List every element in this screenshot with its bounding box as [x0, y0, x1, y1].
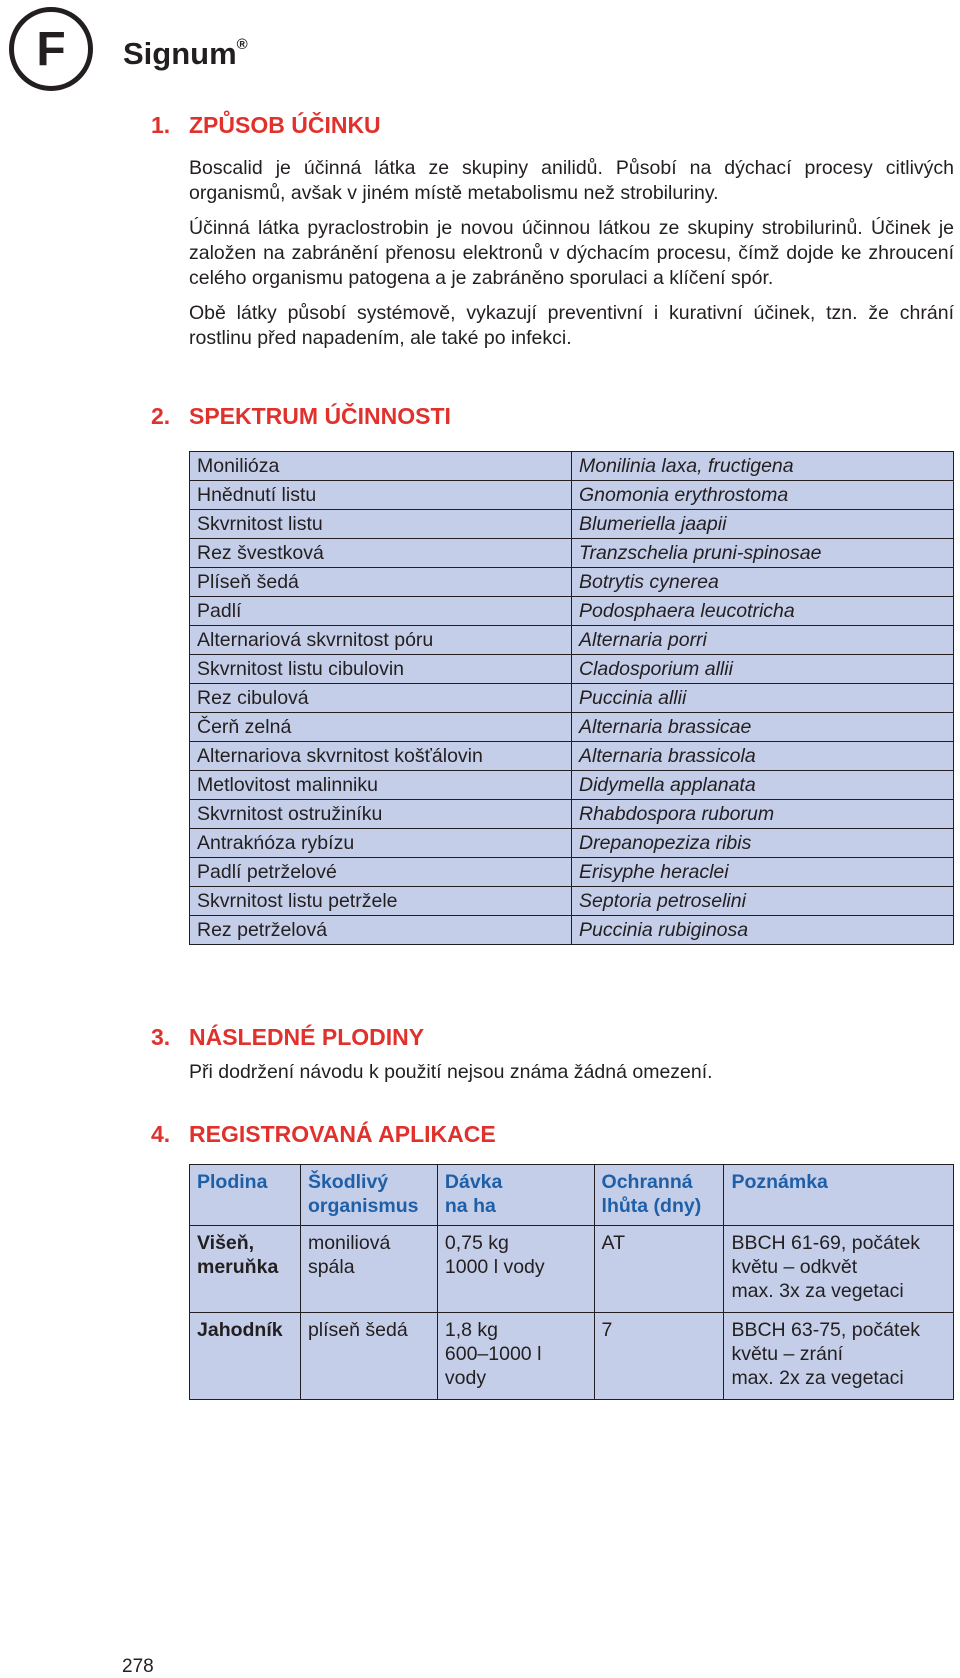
section-title: ZPŮSOB ÚČINKU — [189, 112, 381, 138]
pathogen-name: Podosphaera leucotricha — [572, 597, 954, 626]
table-row — [190, 829, 954, 858]
paragraph: Boscalid je účinná látka ze skupiny anilidů. Působí na dýchací procesy citlivých organismů, avšak v jiném místě metabolismu než strobiluriny. — [189, 157, 954, 204]
pathogen-name: Tranzschelia pruni-spinosae — [572, 539, 954, 568]
application-table — [189, 1164, 954, 1400]
cell-line: 0,75 kg — [444, 1232, 509, 1254]
disease-name: Skvrnitost listu petržele — [190, 887, 572, 916]
table-row — [190, 887, 954, 916]
spectrum-table — [189, 451, 954, 945]
paragraph: Účinná látka pyraclostrobin je novou účinnou látkou ze skupiny strobilurinů. Účinek je založen na zabránění přenosu elektronů v dýchacím procesu, čímž dojde ke zhroucení celého organismu patogena a je zabráněno sporulaci a klíčení spór. — [189, 217, 954, 289]
pathogen-name: Cladosporium allii — [572, 655, 954, 684]
table-row — [190, 916, 954, 945]
disease-name: Skvrnitost listu — [190, 510, 572, 539]
table-row — [190, 742, 954, 771]
pathogen-name: Monilinia laxa, fructigena — [572, 452, 954, 481]
header-line: Škodlivý — [307, 1171, 389, 1193]
header-pest — [300, 1165, 437, 1226]
header-line: Dávka — [444, 1171, 503, 1193]
dose-cell — [437, 1313, 594, 1400]
table-row — [190, 771, 954, 800]
header-line: organismus — [307, 1195, 419, 1217]
cell-line: květu – odkvět — [731, 1256, 858, 1278]
cell-line: AT — [601, 1232, 626, 1254]
table-row — [190, 597, 954, 626]
registered-mark: ® — [236, 35, 248, 53]
section-title: SPEKTRUM ÚČINNOSTI — [189, 403, 451, 429]
table-row — [190, 684, 954, 713]
header-line: na ha — [444, 1195, 496, 1217]
cell-line: květu – zrání — [731, 1343, 844, 1365]
pathogen-name: Botrytis cynerea — [572, 568, 954, 597]
table-row — [190, 510, 954, 539]
pathogen-name: Puccinia allii — [572, 684, 954, 713]
pathogen-name: Puccinia rubiginosa — [572, 916, 954, 945]
cell-line: Višeň, — [197, 1232, 255, 1254]
product-category-logo — [9, 7, 93, 91]
cell-line: BBCH 61-69, počátek — [731, 1232, 921, 1254]
cell-line: max. 2x za vegetaci — [731, 1367, 904, 1389]
disease-name: Plíseň šedá — [190, 568, 572, 597]
header-line: Poznámka — [731, 1171, 828, 1193]
disease-name: Padlí petrželové — [190, 858, 572, 887]
section-heading-following-crops — [151, 1024, 424, 1051]
section-heading-registered-application — [151, 1121, 496, 1148]
dose-cell — [437, 1226, 594, 1313]
disease-name: Alternariova skvrnitost košťálovin — [190, 742, 572, 771]
cell-line: Jahodník — [197, 1319, 283, 1341]
section-number: 2. — [151, 403, 171, 429]
pest-cell — [300, 1313, 437, 1400]
disease-name: Čerň zelná — [190, 713, 572, 742]
pathogen-name: Didymella applanata — [572, 771, 954, 800]
following-crops-text: Při dodržení návodu k použití nejsou známa žádná omezení. — [189, 1061, 713, 1083]
section-title: NÁSLEDNÉ PLODINY — [189, 1024, 425, 1050]
page-title — [123, 36, 248, 72]
disease-name: Hnědnutí listu — [190, 481, 572, 510]
cell-line: spála — [307, 1256, 355, 1278]
section-number: 1. — [151, 112, 171, 138]
cell-line: BBCH 63-75, počátek — [731, 1319, 921, 1341]
table-row — [190, 481, 954, 510]
logo-letter: F — [36, 22, 66, 76]
cell-line: vody — [444, 1367, 487, 1389]
section-title: REGISTROVANÁ APLIKACE — [189, 1121, 496, 1147]
header-line: Ochranná — [601, 1171, 693, 1193]
disease-name: Monilióza — [190, 452, 572, 481]
section-number: 3. — [151, 1024, 171, 1050]
pathogen-name: Alternaria brassicae — [572, 713, 954, 742]
header-note — [724, 1165, 954, 1226]
pathogen-name: Gnomonia erythrostoma — [572, 481, 954, 510]
pathogen-name: Erisyphe heraclei — [572, 858, 954, 887]
table-row — [190, 713, 954, 742]
disease-name: Skvrnitost listu cibulovin — [190, 655, 572, 684]
pest-cell — [300, 1226, 437, 1313]
disease-name: Rez cibulová — [190, 684, 572, 713]
crop-cell — [190, 1313, 301, 1400]
cell-line: 1000 l vody — [444, 1256, 545, 1278]
disease-name: Rez švestková — [190, 539, 572, 568]
pathogen-name: Drepanopeziza ribis — [572, 829, 954, 858]
cell-line: max. 3x za vegetaci — [731, 1280, 904, 1302]
disease-name: Skvrnitost ostružiníku — [190, 800, 572, 829]
table-row — [190, 1313, 954, 1400]
pathogen-name: Septoria petroselini — [572, 887, 954, 916]
paragraph: Obě látky působí systémově, vykazují preventivní i kurativní účinek, tzn. že chrání rostlinu před napadením, ale také po infekci. — [189, 302, 954, 349]
disease-name: Alternariová skvrnitost póru — [190, 626, 572, 655]
cell-line: 1,8 kg — [444, 1319, 499, 1341]
section-number: 4. — [151, 1121, 171, 1147]
note-cell — [724, 1313, 954, 1400]
protection-period-cell — [594, 1226, 724, 1313]
header-crop — [190, 1165, 301, 1226]
protection-period-cell — [594, 1313, 724, 1400]
section-heading-spectrum — [151, 403, 451, 430]
pathogen-name: Rhabdospora ruborum — [572, 800, 954, 829]
page-number: 278 — [122, 1656, 154, 1677]
header-line: lhůta (dny) — [601, 1195, 702, 1217]
disease-name: Metlovitost malinniku — [190, 771, 572, 800]
pathogen-name: Alternaria porri — [572, 626, 954, 655]
cell-line: 600–1000 l — [444, 1343, 542, 1365]
cell-line: plíseň šedá — [307, 1319, 408, 1341]
mode-of-action-text — [189, 156, 954, 361]
pathogen-name: Alternaria brassicola — [572, 742, 954, 771]
cell-line: meruňka — [197, 1256, 279, 1278]
table-row — [190, 452, 954, 481]
disease-name: Antrakńóza rybízu — [190, 829, 572, 858]
product-name: Signum — [123, 36, 237, 71]
table-row — [190, 1226, 954, 1313]
header-line: Plodina — [197, 1171, 268, 1193]
note-cell — [724, 1226, 954, 1313]
header-protection-period — [594, 1165, 724, 1226]
table-row — [190, 655, 954, 684]
pathogen-name: Blumeriella jaapii — [572, 510, 954, 539]
crop-cell — [190, 1226, 301, 1313]
table-header-row — [190, 1165, 954, 1226]
table-row — [190, 539, 954, 568]
disease-name: Rez petrželová — [190, 916, 572, 945]
disease-name: Padlí — [190, 597, 572, 626]
cell-line: 7 — [601, 1319, 613, 1341]
table-row — [190, 858, 954, 887]
cell-line: moniliová — [307, 1232, 391, 1254]
table-row — [190, 800, 954, 829]
section-heading-mode-of-action — [151, 112, 381, 139]
table-row — [190, 626, 954, 655]
header-dose — [437, 1165, 594, 1226]
table-row — [190, 568, 954, 597]
